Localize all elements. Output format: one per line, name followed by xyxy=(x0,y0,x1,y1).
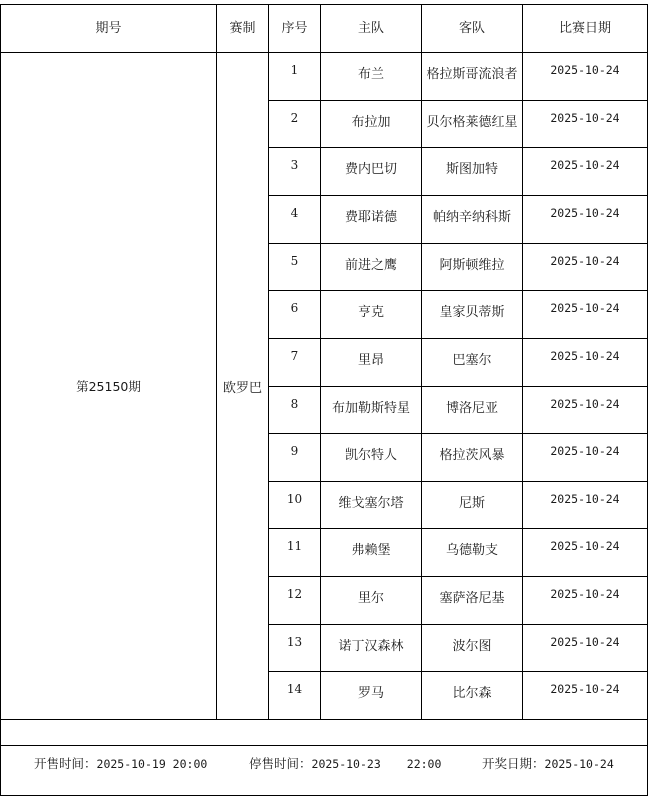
draw-date xyxy=(482,754,614,772)
match-seq: 9 xyxy=(290,444,299,459)
match-date: 2025-10-24 xyxy=(550,634,620,649)
format-value: 欧罗巴 xyxy=(222,380,262,396)
match-home: 里昂 xyxy=(357,352,384,368)
match-home: 凯尔特人 xyxy=(344,448,397,464)
match-seq: 5 xyxy=(290,253,299,268)
table-bottom-border xyxy=(0,795,648,796)
match-home: 罗马 xyxy=(357,686,384,702)
match-date: 2025-10-24 xyxy=(550,110,620,125)
match-away: 阿斯顿维拉 xyxy=(439,257,505,273)
match-away: 博洛尼亚 xyxy=(445,400,498,416)
match-away: 格拉茨风暴 xyxy=(439,448,505,464)
match-away: 塞萨洛尼基 xyxy=(439,591,505,607)
match-home: 前进之鹰 xyxy=(344,257,397,273)
sale-stop-time: 22:00 xyxy=(406,757,442,771)
match-date: 2025-10-24 xyxy=(550,253,620,268)
match-home: 里尔 xyxy=(357,591,384,607)
period-value: 第25150期 xyxy=(76,379,141,394)
header-away: 客队 xyxy=(458,21,485,36)
match-date: 2025-10-24 xyxy=(550,444,620,459)
match-home: 布加勒斯特星 xyxy=(331,400,410,416)
match-date: 2025-10-24 xyxy=(550,63,620,77)
match-date: 2025-10-24 xyxy=(550,348,620,363)
match-away: 格拉斯哥流浪者 xyxy=(426,67,518,82)
match-date: 2025-10-24 xyxy=(550,301,620,316)
header-period: 期号 xyxy=(95,21,122,36)
match-away: 乌德勒支 xyxy=(445,543,498,559)
draw-label: 开奖日期： xyxy=(482,756,545,771)
match-away: 贝尔格莱德红星 xyxy=(426,114,518,130)
match-seq: 12 xyxy=(286,587,303,602)
match-home: 费耶诺德 xyxy=(344,209,397,225)
match-date: 2025-10-24 xyxy=(550,205,620,220)
match-seq: 13 xyxy=(286,634,303,649)
body-bottom-border xyxy=(0,719,648,720)
match-away: 巴塞尔 xyxy=(452,352,492,368)
match-date: 2025-10-24 xyxy=(550,158,620,173)
sale-stop-label: 停售时间： xyxy=(249,756,312,771)
match-home: 弗赖堡 xyxy=(351,543,391,559)
match-date: 2025-10-24 xyxy=(550,491,620,506)
match-seq: 2 xyxy=(290,110,299,125)
match-seq: 14 xyxy=(286,682,303,697)
match-seq: 7 xyxy=(290,348,299,363)
sale-start-value: 2025-10-19 20:00 xyxy=(96,757,208,771)
match-date: 2025-10-24 xyxy=(550,539,620,554)
table-right-border xyxy=(647,4,648,796)
match-away: 比尔森 xyxy=(452,686,492,702)
match-home: 费内巴切 xyxy=(344,162,397,178)
match-away: 皇家贝蒂斯 xyxy=(439,305,505,321)
header-date: 比赛日期 xyxy=(558,21,611,36)
sale-start-time xyxy=(34,754,207,772)
match-home: 诺丁汉森林 xyxy=(338,638,404,654)
match-seq: 11 xyxy=(286,539,303,554)
header-seq: 序号 xyxy=(281,21,308,36)
match-seq: 4 xyxy=(290,205,299,220)
spacer-row-bottom-border xyxy=(0,745,648,746)
match-home: 亨克 xyxy=(357,305,384,321)
sale-stop-time xyxy=(249,754,441,772)
match-seq: 8 xyxy=(290,396,299,411)
match-away: 斯图加特 xyxy=(445,162,498,178)
header-format: 赛制 xyxy=(229,21,256,36)
draw-value: 2025-10-24 xyxy=(544,757,614,771)
match-date: 2025-10-24 xyxy=(550,587,620,602)
sale-start-label: 开售时间： xyxy=(34,756,97,771)
match-away: 波尔图 xyxy=(452,638,492,654)
match-seq: 10 xyxy=(286,491,303,506)
match-date: 2025-10-24 xyxy=(550,396,620,411)
header-home: 主队 xyxy=(357,21,384,36)
match-home: 维戈塞尔塔 xyxy=(338,495,404,511)
match-away: 尼斯 xyxy=(458,495,485,511)
match-away: 帕纳辛纳科斯 xyxy=(432,209,511,225)
match-seq: 3 xyxy=(290,158,299,173)
match-seq: 1 xyxy=(290,63,299,77)
sale-stop-date: 2025-10-23 xyxy=(311,757,381,771)
match-home: 布拉加 xyxy=(351,114,391,130)
match-seq: 6 xyxy=(290,301,299,316)
match-home: 布兰 xyxy=(357,67,384,82)
match-date: 2025-10-24 xyxy=(550,682,620,697)
